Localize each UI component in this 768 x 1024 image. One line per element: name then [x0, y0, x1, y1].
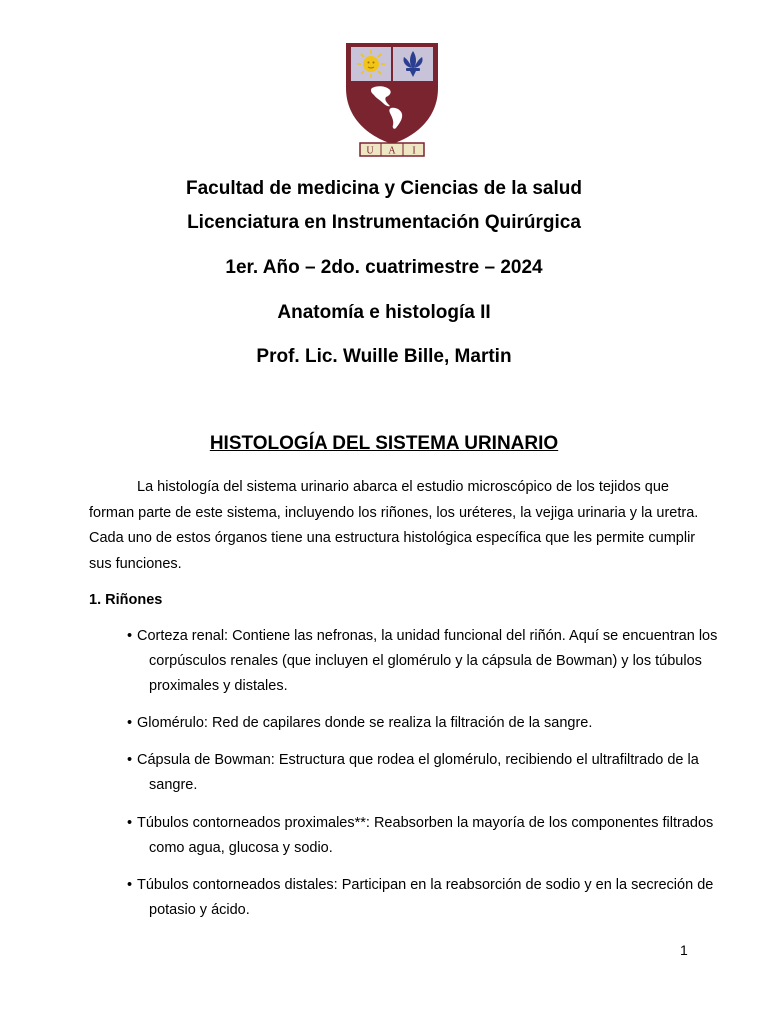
svg-text:A: A [388, 145, 396, 157]
term-heading: 1er. Año – 2do. cuatrimestre – 2024 [225, 257, 543, 278]
list-item: • Túbulos contorneados proximales**: Reabsorben la mayoría de los componentes filtrados como agua, glucosa y sodio. [127, 811, 739, 861]
subheading-rinones: 1. Riñones [89, 592, 163, 608]
faculty-heading: Facultad de medicina y Ciencias de la salud [186, 178, 582, 199]
page-number: 1 [680, 942, 688, 958]
bullet-icon: • [127, 628, 133, 644]
degree-heading: Licenciatura en Instrumentación Quirúrgica [187, 212, 581, 233]
list-item: • Corteza renal: Contiene las nefronas, la unidad funcional del riñón. Aquí se encuentran los corpúsculos renales (que incluyen el glomérulo y la cápsula de Bowman) y los túbulos proximales y distales. [127, 624, 739, 699]
university-crest-logo [342, 40, 442, 158]
bullet-icon: • [127, 815, 133, 831]
bullet-icon: • [127, 715, 133, 731]
bullet-icon: • [127, 752, 133, 768]
svg-text:U: U [366, 145, 374, 157]
list-item: • Cápsula de Bowman: Estructura que rodea el glomérulo, recibiendo el ultrafiltrado de la sangre. [127, 748, 739, 798]
course-heading: Anatomía e histología II [277, 302, 491, 323]
list-item: • Glomérulo: Red de capilares donde se realiza la filtración de la sangre. [127, 711, 739, 736]
intro-paragraph: La histología del sistema urinario abarca el estudio microscópico de los tejidos que forman parte de este sistema, incluyendo los riñones, los uréteres, la vejiga urinaria y la uretra. Cada uno de estos órganos tiene una estructura histológica específica que les permite cumplir sus funciones. [89, 479, 699, 572]
bullet-icon: • [127, 877, 133, 893]
svg-text:I: I [412, 145, 416, 157]
professor-heading: Prof. Lic. Wuille Bille, Martin [256, 346, 512, 367]
list-item: • Túbulos contorneados distales: Participan en la reabsorción de sodio y en la secreción de potasio y ácido. [127, 873, 739, 923]
section-title: HISTOLOGÍA DEL SISTEMA URINARIO [209, 433, 559, 454]
uai-banner [360, 143, 424, 157]
